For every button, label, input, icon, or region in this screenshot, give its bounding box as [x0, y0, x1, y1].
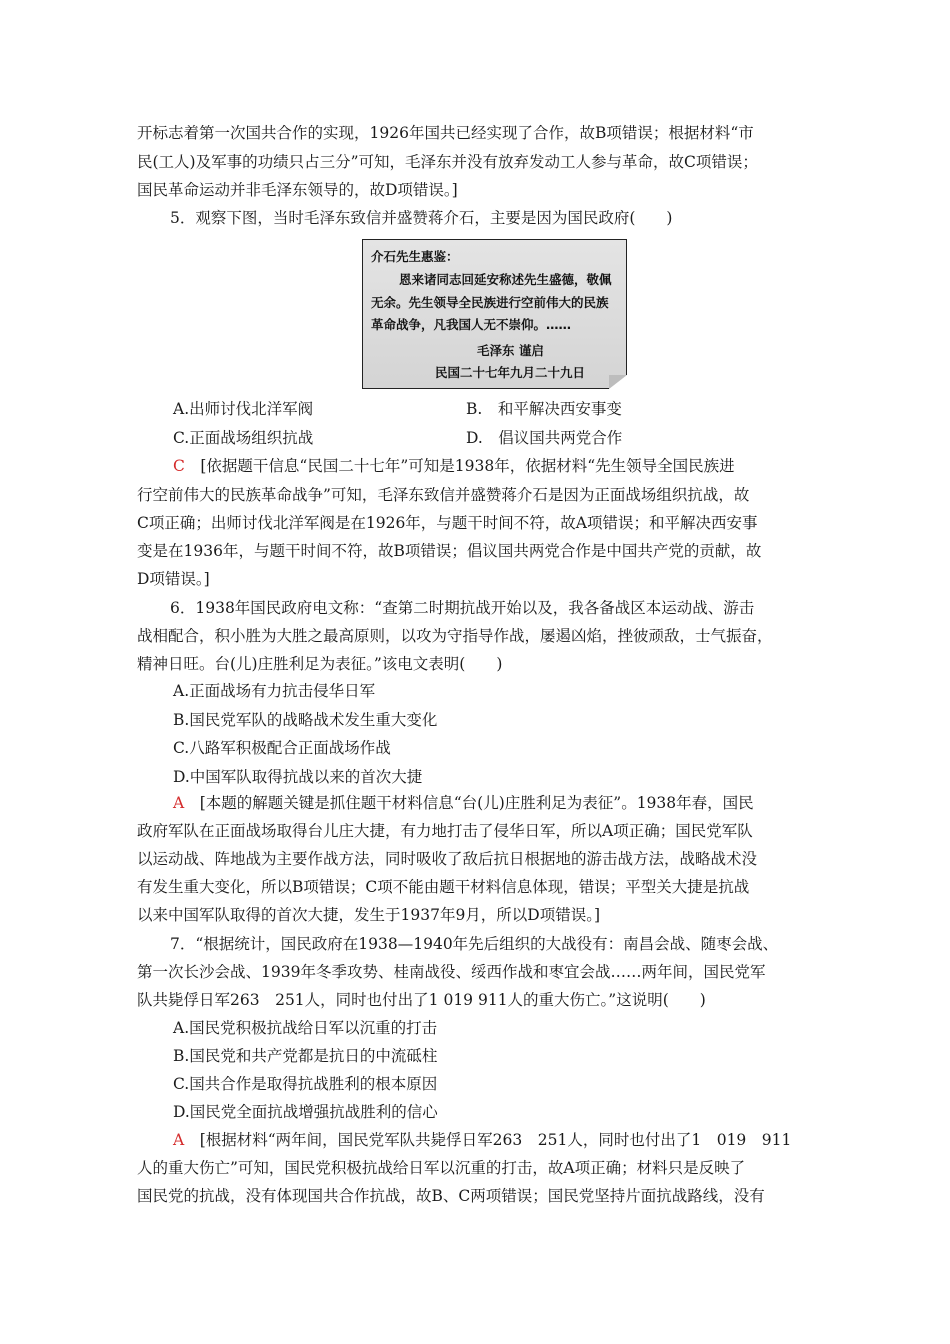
text-line: [170, 934, 778, 954]
line-text: 6．1938年国民政府电文称：“查第二时期抗战开始以及，我各备战区本运动战、游击: [170, 599, 755, 617]
text-line: [137, 1158, 745, 1178]
text-line: [137, 569, 210, 589]
line-text: C.国共合作是取得抗战胜利的根本原因: [173, 1075, 438, 1093]
line-text: D. 倡议国共两党合作: [466, 429, 623, 447]
answer-letter: C: [173, 457, 185, 475]
text-line: [137, 849, 757, 869]
text-line: [137, 962, 765, 982]
text-line: [137, 821, 753, 841]
line-text: A.国民党积极抗战给日军以沉重的打击: [173, 1019, 438, 1037]
line-text: 第一次长沙会战、1939年冬季攻势、桂南战役、绥西作战和枣宜会战……两年间，国民党军: [137, 963, 766, 981]
text-line: [466, 399, 622, 419]
line-text: B. 和平解决西安事变: [466, 400, 622, 418]
letter-date: 民国二十七年九月二十九日: [435, 365, 586, 380]
text-line: [137, 513, 758, 533]
answer-line: [173, 456, 735, 476]
text-line: [173, 767, 422, 787]
text-line: [173, 738, 391, 758]
line-text: 开标志着第一次国共合作的实现，1926年国共已经实现了合作，故B项错误；根据材料“市: [137, 124, 754, 142]
answer-line: [173, 793, 754, 813]
line-text: 国民党的抗战，没有体现国共合作抗战，故B、C两项错误；国民党坚持片面抗战路线，没有: [137, 1187, 765, 1205]
text-line: [170, 208, 672, 228]
line-text: B.国民党军队的战略战术发生重大变化: [173, 711, 438, 729]
letter-signature: 毛泽东 谨启: [477, 343, 544, 358]
line-text: 国民革命运动并非毛泽东领导的，故D项错误。]: [137, 181, 458, 199]
text-line: [170, 598, 754, 618]
text-line: [137, 123, 754, 143]
line-text: 以运动战、阵地战为主要作战方法，同时吸收了敌后抗日根据地的游击战方法，战略战术没: [137, 850, 758, 868]
line-text: 人的重大伤亡”可知，国民党积极抗战给日军以沉重的打击，故A项正确；材料只是反映了: [137, 1159, 746, 1177]
answer-letter: A: [173, 1131, 185, 1149]
line-text: 精神日旺。台(儿)庄胜利足为表征。”该电文表明( ): [137, 655, 503, 673]
line-text: D项错误。]: [137, 570, 210, 588]
line-text: D.中国军队取得抗战以来的首次大捷: [173, 768, 423, 786]
text-line: [173, 1074, 437, 1094]
line-text: 民(工人)及军事的功绩只占三分”可知，毛泽东并没有放弃发动工人参与革命，故C项错误；: [137, 153, 758, 171]
line-text: 变是在1936年，与题干时间不符，故B项错误；倡议国共两党合作是中国共产党的贡献，故: [137, 542, 762, 560]
text-line: [137, 485, 749, 505]
text-line: [137, 877, 749, 897]
line-text: C.正面战场组织抗战: [173, 429, 314, 447]
line-text: D.国民党全面抗战增强抗战胜利的信心: [173, 1103, 438, 1121]
line-text: 队共毙俘日军263 251人，同时也付出了1 019 911人的重大伤亡。”这说明( ): [137, 991, 706, 1009]
line-text: [本题的解题关键是抓住题干材料信息“台(儿)庄胜利足为表征”。1938年春，国民: [184, 794, 754, 812]
text-line: [137, 990, 706, 1010]
text-line: [173, 710, 437, 730]
line-text: [根据材料“两年间，国民党军队共毙俘日军263 251人，同时也付出了1 019 911: [184, 1131, 792, 1149]
letter-greeting: 介石先生惠鉴：: [371, 249, 459, 264]
line-text: A.正面战场有力抗击侵华日军: [173, 682, 376, 700]
line-text: [依据题干信息“民国二十七年”可知是1938年，依据材料“先生领导全国民族进: [184, 457, 735, 475]
text-line: [173, 681, 375, 701]
text-line: [137, 180, 458, 200]
line-text: 有发生重大变化，所以B项错误；C项不能由题干材料信息体现，错误；平型关大捷是抗战: [137, 878, 750, 896]
text-line: [137, 654, 502, 674]
letter-body-line: 恩来诸同志回延安称述先生盛德，敬佩: [399, 272, 612, 287]
line-text: 行空前伟大的民族革命战争”可知，毛泽东致信并盛赞蒋介石是因为正面战场组织抗战，故: [137, 486, 750, 504]
line-text: C.八路军积极配合正面战场作战: [173, 739, 391, 757]
line-text: 战相配合，积小胜为大胜之最高原则，以攻为守指导作战，屡遏凶焰，挫彼顽敌，士气振奋，: [137, 627, 773, 645]
answer-letter: A: [173, 794, 185, 812]
line-text: 7．“根据统计，国民政府在1938—1940年先后组织的大战役有：南昌会战、随枣会战、: [170, 935, 779, 953]
line-text: 政府军队在正面战场取得台儿庄大捷，有力地打击了侵华日军，所以A项正确；国民党军队: [137, 822, 753, 840]
line-text: C项正确；出师讨伐北洋军阀是在1926年，与题干时间不符，故A项错误；和平解决西安事: [137, 514, 758, 532]
letter-body-line: 无余。先生领导全民族进行空前伟大的民族: [371, 295, 609, 310]
text-line: [137, 626, 773, 646]
text-line: [137, 905, 600, 925]
line-text: B.国民党和共产党都是抗日的中流砥柱: [173, 1047, 438, 1065]
letter-body-line: 革命战争，凡我国人无不崇仰。……: [371, 317, 572, 332]
text-line: [137, 152, 758, 172]
text-line: [466, 428, 622, 448]
text-line: [173, 1046, 437, 1066]
text-line: [137, 541, 761, 561]
text-line: [173, 1102, 438, 1122]
text-line: [173, 428, 313, 448]
text-line: [173, 1018, 437, 1038]
line-text: A.出师讨伐北洋军阀: [173, 400, 314, 418]
line-text: 5．观察下图，当时毛泽东致信并盛赞蒋介石，主要是因为国民政府( ): [170, 209, 673, 227]
letter-figure: [362, 239, 627, 389]
line-text: 以来中国军队取得的首次大捷，发生于1937年9月，所以D项错误。]: [137, 906, 601, 924]
text-line: [137, 1186, 765, 1206]
text-line: [173, 399, 313, 419]
answer-line: [173, 1130, 791, 1150]
